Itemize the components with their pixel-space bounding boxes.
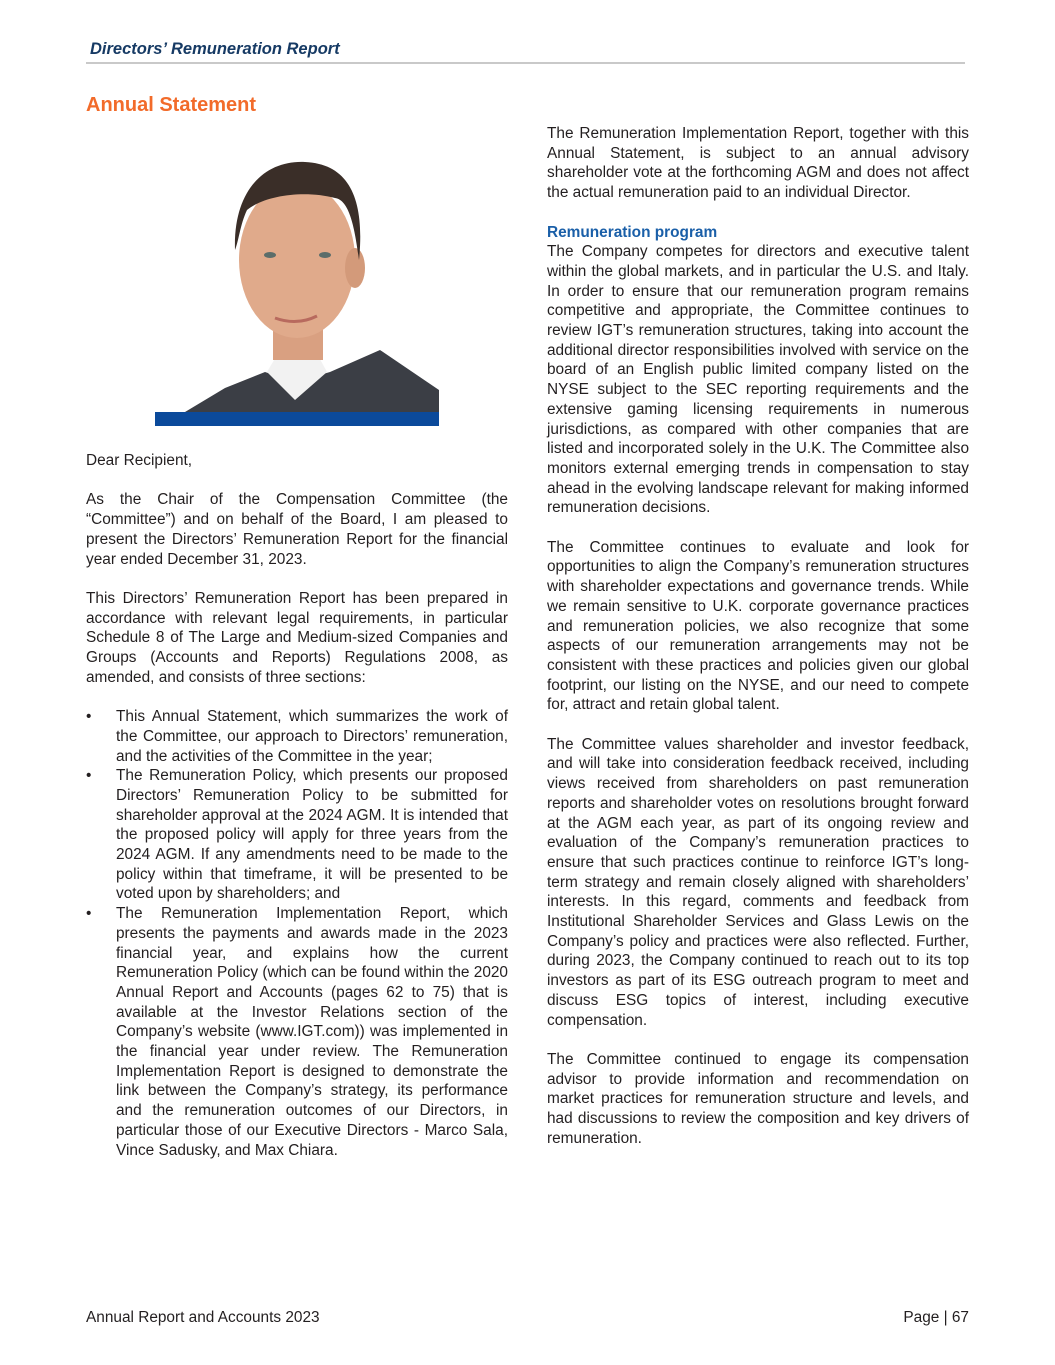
bullet: • <box>86 767 92 785</box>
left-column <box>86 451 508 1160</box>
section-header: Directors’ Remuneration Report <box>90 40 340 58</box>
header-divider <box>86 62 965 64</box>
paragraph: The Company competes for directors and executive talent within the global markets, and in particular the U.S. and Italy. In order to ensure that our remuneration program remains competitive and appropriate, the Committee continues to review IGT’s remuneration structures, taking into account the additional director responsibilities involved with service on the board of an English public limited company listed on the NYSE subject to the SEC reporting requirements and the extensive gaming licensing requirements in numerous jurisdictions, as compared with other companies that are listed and incorporated solely in the U.K. The Committee also monitors external emerging trends in compensation to stay ahead in the evolving landscape relevant for making informed remuneration decisions. <box>547 243 969 517</box>
page-title: Annual Statement <box>86 94 257 116</box>
list-item-text: This Annual Statement, which summarizes the work of the Committee, our approach to Directors’ remuneration, and the activities of the Committee in the year; <box>116 708 508 765</box>
sections-list <box>86 707 508 1160</box>
paragraph: The Committee continued to engage its compensation advisor to provide information and recommendation on market practices for remuneration structure and levels, and had discussions to review the composition and key drivers of remuneration. <box>547 1050 969 1147</box>
list-item <box>86 707 508 766</box>
bullet: • <box>86 905 92 923</box>
paragraph: This Directors’ Remuneration Report has been prepared in accordance with relevant legal requirements, in particular Schedule 8 of The Large and Medium-sized Companies and Groups (Accounts and Reports) Regulations 2008, as amended, and consists of three sections: <box>86 589 508 686</box>
salutation: Dear Recipient, <box>86 452 193 469</box>
list-item <box>86 766 508 904</box>
right-column <box>547 124 969 1168</box>
bullet: • <box>86 708 92 726</box>
paragraph: The Committee values shareholder and investor feedback, and will take into consideration feedback received, including views received from shareholders on past remuneration reports and shareholder votes on resolutions brought forward at the AGM each year, as part of its ongoing review and evaluation of the Company’s remuneration practices to ensure that such practices continue to reinforce IGT’s long-term strategy and remain closely aligned with shareholders’ interests. In this regard, comments and feedback from Institutional Shareholder Services and Glass Lewis on the Company’s policy and practices were also reflected. Further, during 2023, the Company continued to reach out to its top investors as part of its ESG outreach program to meet and discuss ESG topics of interest, including executive compensation. <box>547 735 969 1029</box>
paragraph: The Remuneration Implementation Report, together with this Annual Statement, is subject to an annual advisory shareholder vote at the forthcoming AGM and does not affect the actual remuneration paid to an individual Director. <box>547 125 969 202</box>
list-item <box>86 904 508 1160</box>
page-number: Page | 67 <box>903 1309 969 1326</box>
subheading: Remuneration program <box>547 223 718 241</box>
list-item-text: The Remuneration Implementation Report, which presents the payments and awards made in the 2023 financial year, and explains how the current Remuneration Policy (which can be found within the 2020 Annual Report and Accounts (pages 62 to 75) that is available at the Investor Relations section of the Company’s website (www.IGT.com)) was implemented in the financial year under review. The Remuneration Implementation Report is designed to demonstrate the link between the Company’s strategy, its performance and the remuneration outcomes of our Directors, in particular those of our Executive Directors - Marco Sala, Vince Sadusky, and Max Chiara. <box>116 905 508 1159</box>
paragraph: As the Chair of the Compensation Committee (the “Committee”) and on behalf of the Board, I am pleased to present the Directors’ Remuneration Report for the financial year ended December 31, 2023. <box>86 491 508 568</box>
director-portrait <box>155 150 439 426</box>
footer-title: Annual Report and Accounts 2023 <box>86 1309 320 1326</box>
list-item-text: The Remuneration Policy, which presents our proposed Directors’ Remuneration Policy to be submitted for shareholder approval at the 2024 AGM. It is intended that the proposed policy will apply for three years from the 2024 AGM. If any amendments need to be made to the policy within that timeframe, it will be presented to be voted upon by shareholders; and <box>116 767 508 903</box>
paragraph: The Committee continues to evaluate and look for opportunities to align the Company’s remuneration structures with shareholder expectations and governance trends. While we remain sensitive to U.K. corporate governance practices and remuneration policies, we also recognize that some aspects of our remuneration arrangements may not be consistent with these practices and policies given our global footprint, our listing on the NYSE, and our need to compete for, attract and retain global talent. <box>547 538 969 714</box>
